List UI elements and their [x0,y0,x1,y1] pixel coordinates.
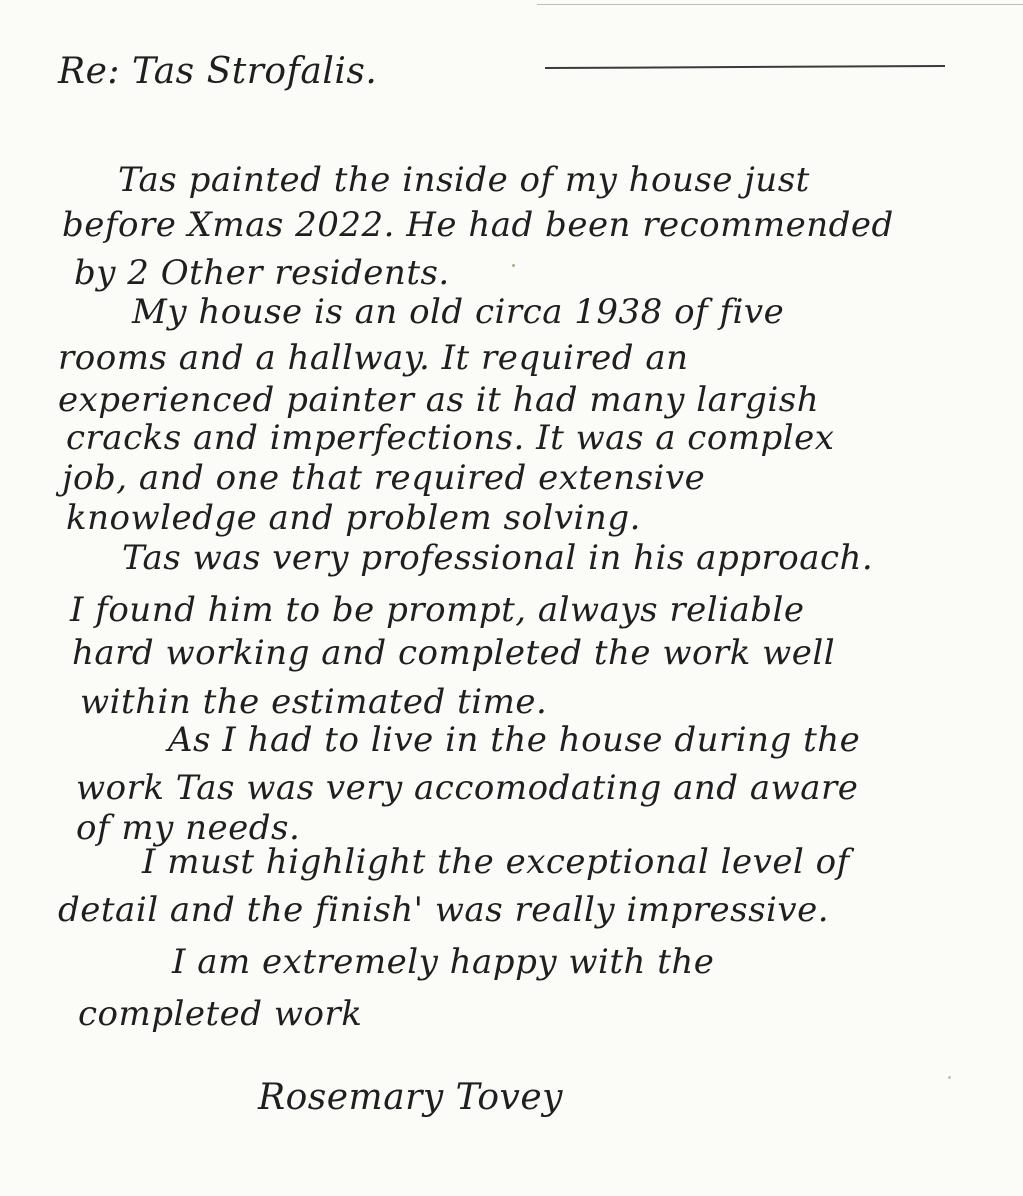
letter-line: rooms and a hallway. It required an [58,338,689,378]
letter-line: detail and the finish' was really impressive. [58,890,830,930]
letter-line: Tas was very professional in his approach. [122,538,874,578]
paper-speck [512,264,515,267]
letter-line: knowledge and problem solving. [66,498,641,538]
letter-line: experienced painter as it had many largish [58,380,820,420]
letter-line: job, and one that required extensive [62,458,706,498]
header-rule-line [545,65,945,69]
letter-line: before Xmas 2022. He had been recommended [62,205,894,245]
letter-line: cracks and imperfections. It was a complex [66,418,835,458]
letter-line: within the estimated time. [80,682,548,722]
letter-line: by 2 Other residents. [74,253,450,293]
letter-line: My house is an old circa 1938 of five [132,292,785,332]
signature: Rosemary Tovey [258,1077,564,1118]
letter-line: of my needs. [76,808,301,848]
letter-line: hard working and completed the work well [72,633,836,673]
letter-line: completed work [78,994,363,1034]
letter-subject: Re: Tas Strofalis. [58,51,378,92]
letter-line: work Tas was very accomodating and aware [76,768,859,808]
letter-line: As I had to live in the house during the [168,720,861,760]
letter-line: I am extremely happy with the [172,942,715,982]
page-edge-line [537,4,1023,5]
letter-line: I must highlight the exceptional level of [142,842,850,882]
letter-line: Tas painted the inside of my house just [118,160,810,200]
letter-line: I found him to be prompt, always reliable [70,590,805,630]
paper-speck [948,1076,951,1079]
